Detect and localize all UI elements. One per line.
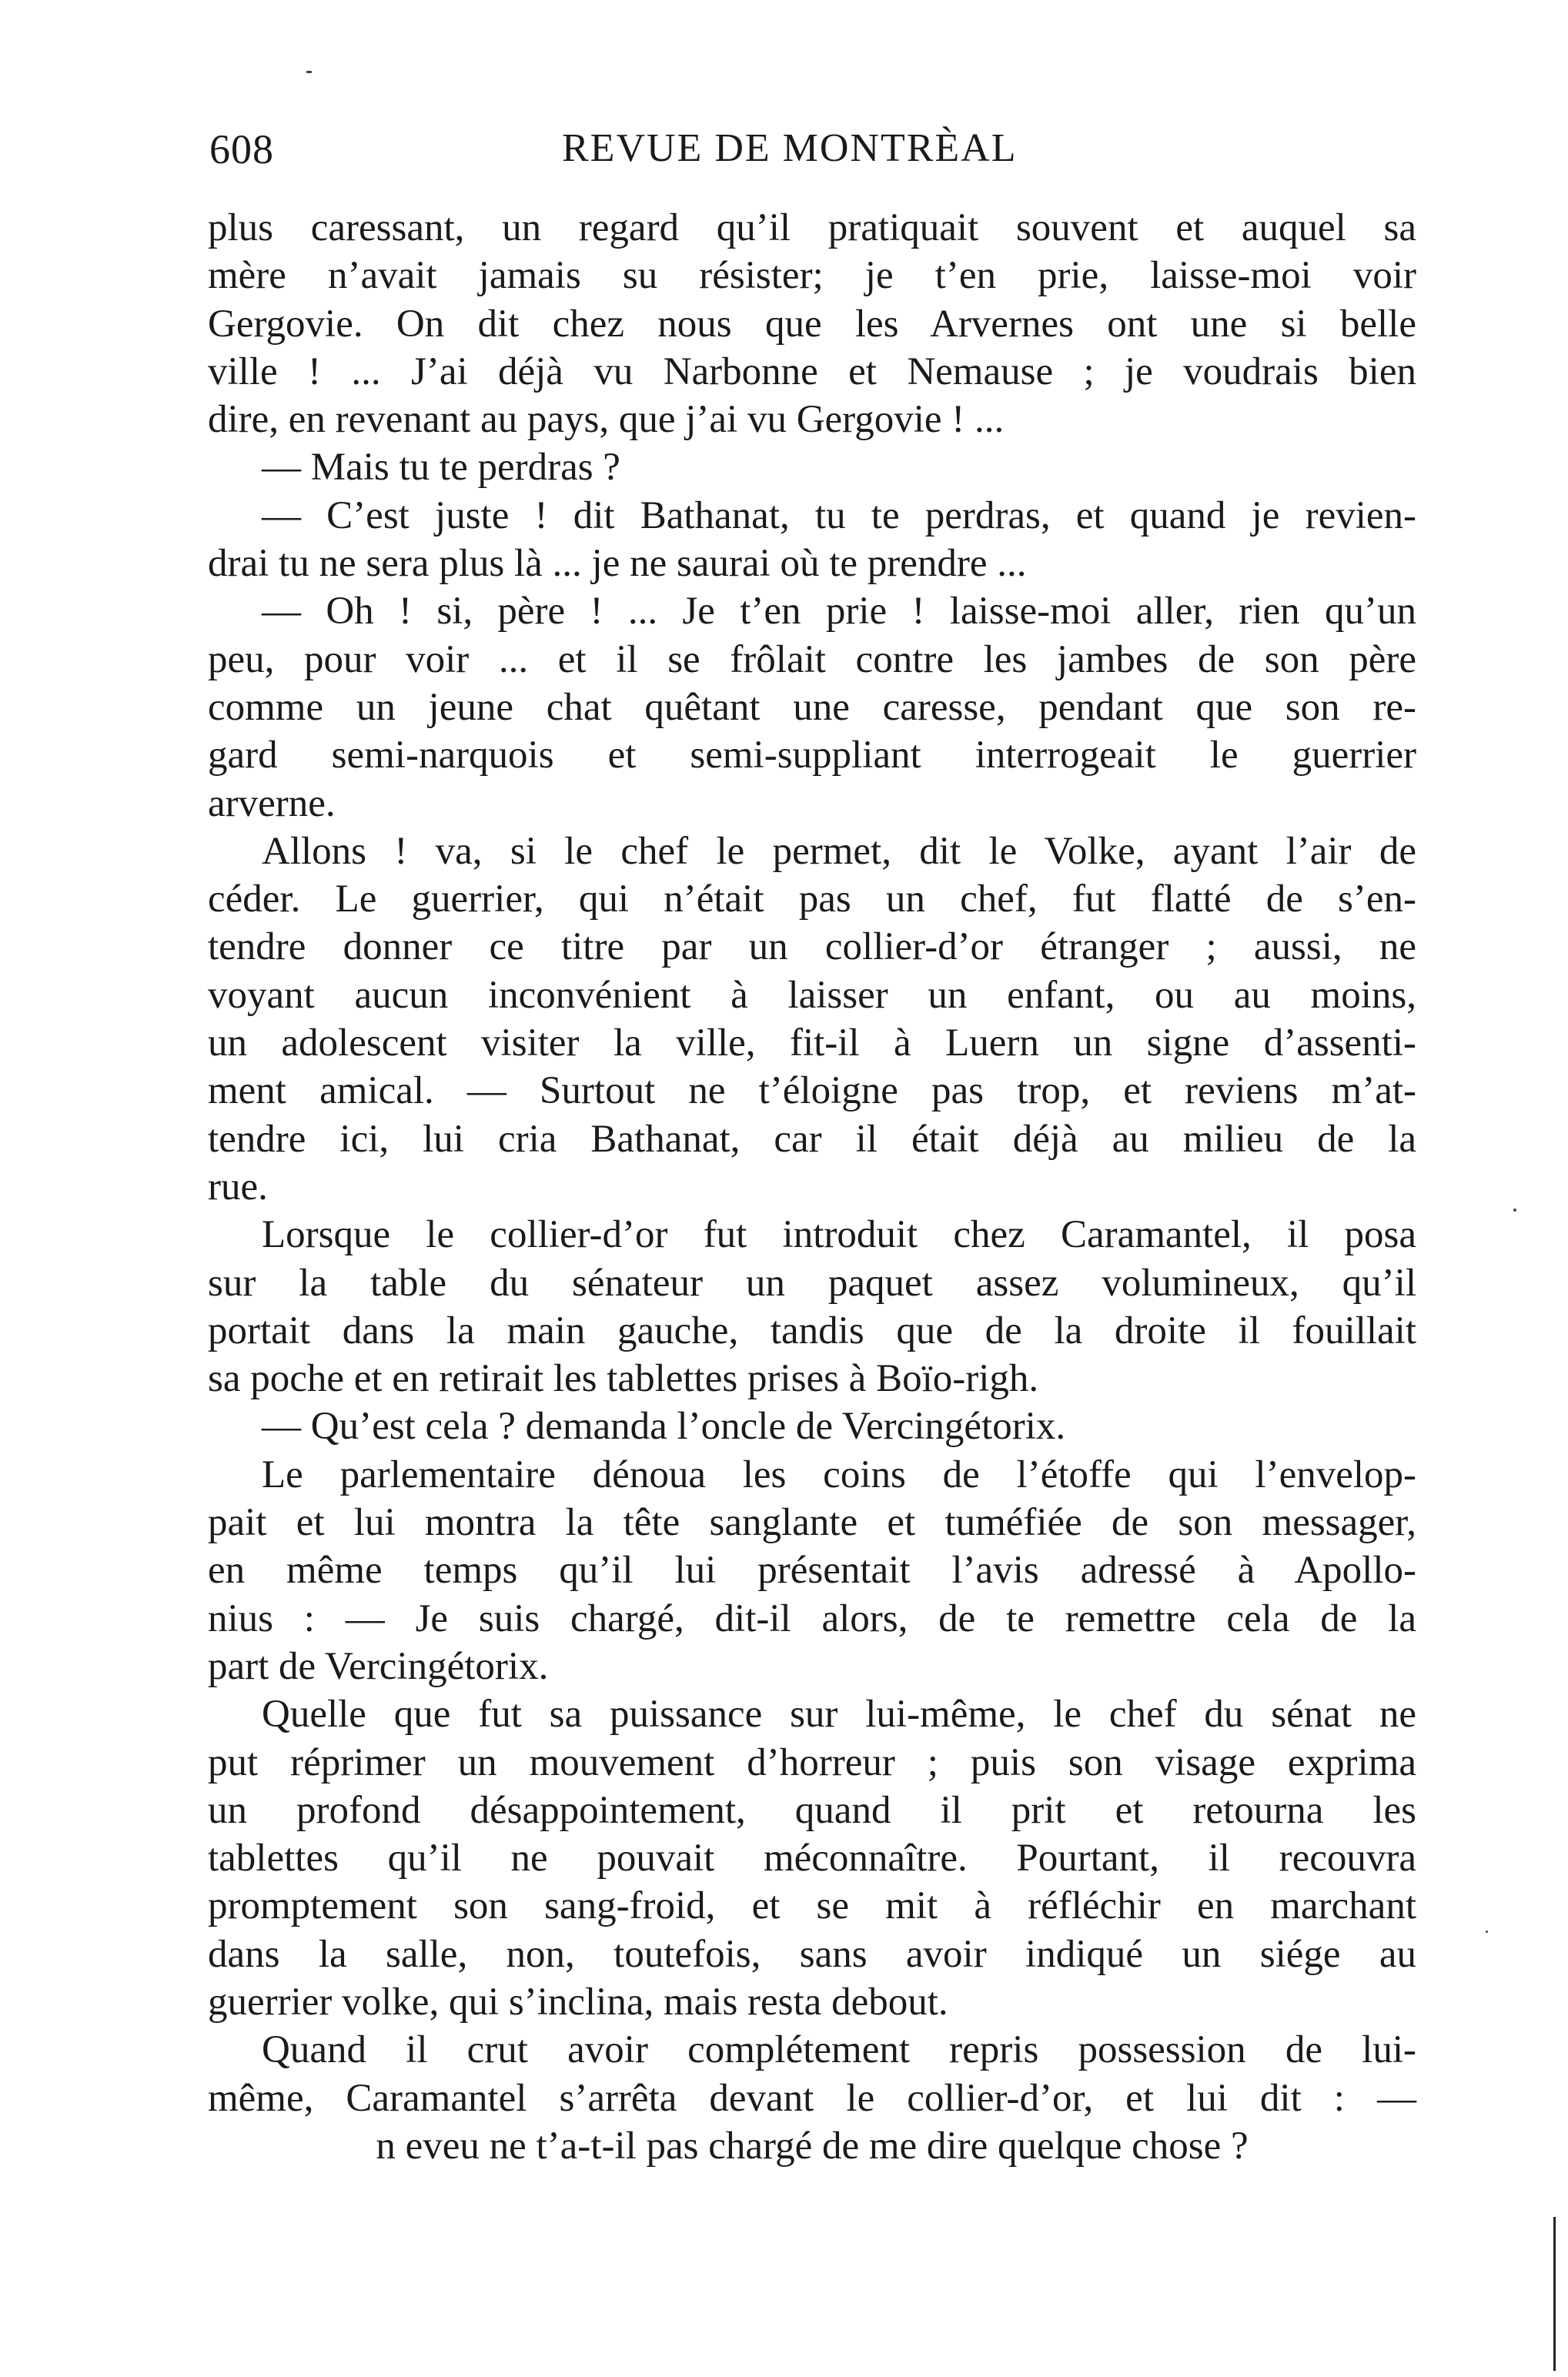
text-line: part de Vercingétorix. [208, 1644, 549, 1688]
text-line: tendre donner ce titre par un collier-d’or étranger ; aussi, ne [208, 925, 1416, 969]
text-line: voyant aucun inconvénient à laisser un enfant, ou au moins, [208, 973, 1416, 1017]
text-line: — C’est juste ! dit Bathanat, tu te perdras, et quand je revien- [262, 493, 1416, 537]
text-line: même, Caramantel s’arrêta devant le collier-d’or, et lui dit : — [208, 2076, 1416, 2120]
print-speck [1486, 1931, 1488, 1933]
text-line: un adolescent visiter la ville, fit-il à Luern un signe d’assenti- [208, 1021, 1416, 1065]
running-title: REVUE DE MONTRÈAL [562, 126, 1018, 170]
text-line: Le parlementaire dénoua les coins de l’étoffe qui l’envelop- [262, 1453, 1416, 1496]
text-line: tablettes qu’il ne pouvait méconnaître. Pourtant, il recouvra [208, 1837, 1416, 1881]
text-line: Lorsque le collier-d’or fut introduit chez Caramantel, il posa [262, 1213, 1416, 1257]
text-line: — Mais tu te perdras ? [262, 446, 620, 490]
text-line: nius : — Je suis chargé, dit-il alors, de te remettre cela de la [208, 1596, 1416, 1640]
text-line: dire, en revenant au pays, que j’ai vu Gergovie ! ... [208, 398, 1005, 442]
text-line: sur la table du sénateur un paquet assez volumineux, qu’il [208, 1261, 1416, 1305]
text-line: peu, pour voir ... et il se frôlait contre les jambes de son père [208, 637, 1416, 681]
text-line: gard semi-narquois et semi-suppliant interrogeait le guerrier [208, 734, 1416, 777]
print-speck [1513, 1209, 1516, 1212]
text-line: Quelle que fut sa puissance sur lui-même, le chef du sénat ne [262, 1693, 1416, 1737]
page-number: 608 [209, 126, 274, 172]
text-line: rue. [208, 1165, 268, 1209]
text-line: ville ! ... J’ai déjà vu Narbonne et Nemause ; je voudrais bien [208, 349, 1416, 393]
text-line: — Qu’est cela ? demanda l’oncle de Vercingétorix. [262, 1405, 1066, 1449]
text-line: mère n’avait jamais su résister; je t’en prie, laisse-moi voir [208, 254, 1416, 298]
text-line: Allons ! va, si le chef le permet, dit le Volke, ayant l’air de [262, 829, 1416, 873]
text-line: — Oh ! si, père ! ... Je t’en prie ! laisse-moi aller, rien qu’un [262, 590, 1416, 634]
text-line: portait dans la main gauche, tandis que de la droite il fouillait [208, 1309, 1416, 1352]
text-line: ment amical. — Surtout ne t’éloigne pas trop, et reviens m’at- [208, 1069, 1416, 1113]
text-line: plus caressant, un regard qu’il pratiquait souvent et auquel sa [208, 206, 1416, 249]
text-line: drai tu ne sera plus là ... je ne saurai où te prendre ... [208, 542, 1027, 586]
text-line: céder. Le guerrier, qui n’était pas un chef, fut flatté de s’en- [208, 878, 1416, 921]
text-line: en même temps qu’il lui présentait l’avis adressé à Apollo- [208, 1549, 1416, 1593]
text-line: put réprimer un mouvement d’horreur ; puis son visage exprima [208, 1740, 1416, 1784]
text-line: arverne. [208, 781, 336, 825]
text-line: un profond désappointement, quand il prit et retourna les [208, 1788, 1416, 1832]
text-line: comme un jeune chat quêtant une caresse, pendant que son re- [208, 685, 1416, 729]
text-line: dans la salle, non, toutefois, sans avoir indiqué un siége au [208, 1932, 1416, 1976]
text-line: Quand il crut avoir complétement repris possession de lui- [262, 2028, 1416, 2072]
text-line: promptement son sang-froid, et se mit à réfléchir en marchant [208, 1884, 1416, 1928]
print-speck [306, 71, 312, 73]
body-text [208, 204, 1416, 2170]
text-line: sa poche et en retirait les tablettes prises à Boïo-righ. [208, 1357, 1039, 1401]
text-line: guerrier volke, qui s’inclina, mais resta debout. [208, 1980, 948, 2024]
text-line: tendre ici, lui cria Bathanat, car il était déjà au milieu de la [208, 1117, 1416, 1161]
page-header [208, 119, 1416, 181]
text-line: Gergovie. On dit chez nous que les Arvernes ont une si belle [208, 302, 1416, 346]
text-line: n eveu ne t’a-t-il pas chargé de me dire quelque chose ? [376, 2124, 1249, 2168]
page-edge-line [1553, 2217, 1556, 2371]
text-line: pait et lui montra la tête sanglante et tuméfiée de son messager, [208, 1501, 1416, 1545]
